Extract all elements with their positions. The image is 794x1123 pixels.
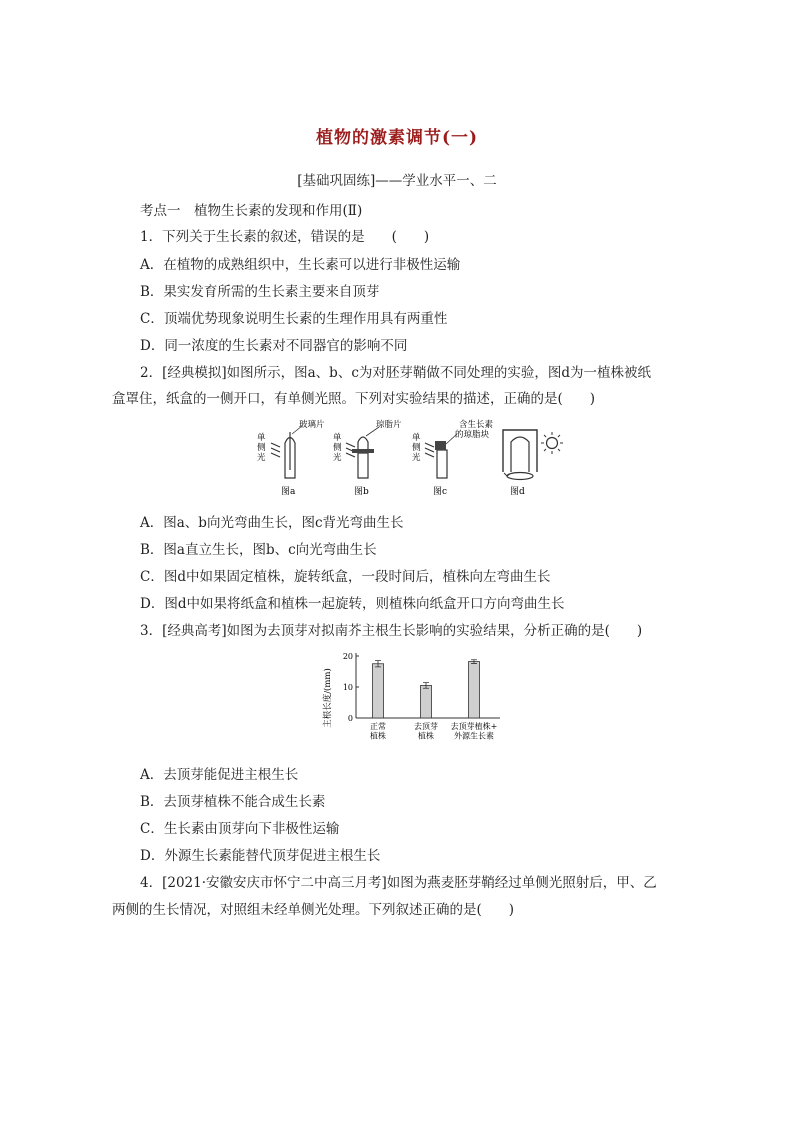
plant	[511, 437, 529, 472]
light-arrows	[271, 443, 280, 457]
q2-option-d: D．图d中如果将纸盒和植株一起旋转，则植株向纸盒开口方向弯曲生长	[140, 596, 565, 612]
y-tick-label: 0	[347, 714, 353, 723]
y-tick-label: 10	[342, 683, 353, 692]
light-label-char: 光	[333, 453, 342, 463]
x-tick-label: 植株	[370, 731, 386, 741]
q1-option-a: A．在植物的成熟组织中，生长素可以进行非极性运输	[140, 257, 461, 273]
figure-a	[257, 419, 325, 497]
agar-label: 琼脂片	[376, 420, 402, 430]
q1-option-c: C．顶端优势现象说明生长素的生理作用具有两重性	[140, 311, 448, 327]
auxin-agar-block	[435, 441, 446, 450]
page-title: 植物的激素调节(一)	[315, 128, 479, 148]
y-tick-label: 20	[342, 652, 353, 661]
section-heading: 考点一 植物生长素的发现和作用(Ⅱ)	[140, 203, 363, 219]
bar	[421, 685, 432, 718]
q3-option-b: B．去顶芽植株不能合成生长素	[140, 794, 326, 810]
sun-icon	[541, 432, 563, 454]
q2-option-a: A．图a、b向光弯曲生长，图c背光弯曲生长	[140, 515, 404, 531]
bar	[469, 662, 480, 718]
light-label-char: 单	[333, 433, 342, 443]
light-label-char: 光	[412, 453, 421, 463]
q3-option-c: C．生长素由顶芽向下非极性运输	[140, 821, 340, 837]
q3-stem: 3．[经典高考]如图为去顶芽对拟南芥主根生长影响的实验结果，分析正确的是( )	[140, 623, 643, 639]
subtitle: [基础巩固练]——学业水平一、二	[297, 173, 497, 189]
figure-c	[412, 419, 494, 497]
chart-y-axis-label: 主根长度/(mm)	[323, 668, 333, 728]
light-label-char: 侧	[333, 443, 342, 453]
rotation-arrow	[507, 473, 533, 480]
q4-stem-line2: 两侧的生长情况，对照组未经单侧光处理。下列叙述正确的是( )	[112, 902, 515, 918]
light-label-char: 单	[412, 433, 421, 443]
light-arrows	[425, 443, 434, 457]
glass-label: 玻璃片	[299, 420, 325, 430]
coleoptile-tip	[358, 437, 368, 449]
bar	[373, 664, 384, 718]
caption-c: 图c	[433, 487, 448, 497]
chart-marks	[343, 652, 498, 741]
auxin-block-label: 的琼脂块	[455, 430, 490, 440]
figure-b	[333, 419, 402, 497]
auxin-block-label: 含生长素	[459, 420, 494, 430]
q4-stem-line1: 4．[2021·安徽安庆市怀宁二中高三月考]如图为燕麦胚芽鞘经过单侧光照射后，甲、乙	[140, 875, 657, 891]
x-tick-label: 去顶芽植株+	[450, 722, 498, 731]
q1-stem: 1．下列关于生长素的叙述，错误的是 ( )	[140, 229, 430, 245]
decapitated-coleoptile	[437, 450, 447, 478]
coleoptile-experiment-figure	[255, 418, 565, 500]
coleoptile-base	[358, 453, 368, 478]
q1-option-b: B．果实发育所需的生长素主要来自顶芽	[140, 284, 380, 300]
q1-option-d: D．同一浓度的生长素对不同器官的影响不同	[140, 338, 408, 354]
caption-b: 图b	[354, 487, 369, 497]
x-tick-label: 外源生长素	[454, 731, 494, 741]
q2-option-c: C．图d中如果固定植株，旋转纸盒，一段时间后，植株向左弯曲生长	[140, 569, 551, 585]
figure-d	[503, 430, 563, 497]
x-tick-label: 植株	[418, 731, 434, 741]
q2-stem-line2: 盒罩住，纸盒的一侧开口，有单侧光照。下列对实验结果的描述，正确的是( )	[112, 391, 596, 407]
q3-option-a: A．去顶芽能促进主根生长	[140, 767, 299, 783]
light-label-char: 光	[257, 453, 266, 463]
light-label-char: 侧	[257, 443, 266, 453]
x-tick-label: 去顶芽	[414, 722, 438, 731]
root-length-bar-chart	[318, 648, 508, 754]
paper-box	[503, 430, 537, 472]
caption-d: 图d	[510, 487, 525, 497]
agar-sheet	[352, 449, 374, 453]
light-label-char: 单	[257, 433, 266, 443]
x-tick-label: 正常	[370, 722, 386, 731]
q2-stem-line1: 2．[经典模拟]如图所示，图a、b、c为对胚芽鞘做不同处理的实验，图d为一植株被纸	[140, 365, 652, 381]
caption-a: 图a	[281, 487, 296, 497]
q3-option-d: D．外源生长素能替代顶芽促进主根生长	[140, 848, 381, 864]
q2-option-b: B．图a直立生长，图b、c向光弯曲生长	[140, 542, 377, 558]
light-label-char: 侧	[412, 443, 421, 453]
